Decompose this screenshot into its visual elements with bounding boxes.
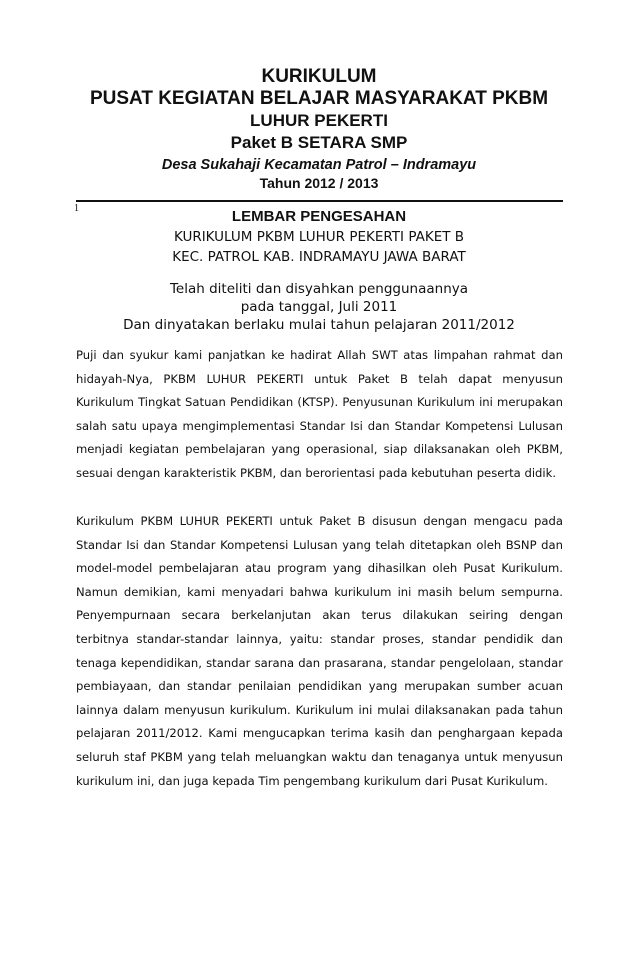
approval-line-2: pada tanggal, Juli 2011 [240, 299, 398, 315]
approval-line-1: Telah diteliti dan disyahkan penggunaannya [169, 281, 469, 297]
approval-sheet-heading [0, 207, 638, 267]
footnote-marker: 1 [74, 203, 79, 214]
document-title: KURIKULUM [261, 66, 377, 87]
location-line: Desa Sukahaji Kecamatan Patrol – Indramayu [161, 157, 477, 173]
approval-sheet-subtitle: KURIKULUM PKBM LUHUR PEKERTI PAKET B [173, 229, 465, 245]
institution-name-cont: LUHUR PEKERTI [250, 111, 388, 130]
institution-name: PUSAT KEGIATAN BELAJAR MASYARAKAT PKBM [89, 88, 549, 109]
paragraph-curriculum: Kurikulum PKBM LUHUR PEKERTI untuk Paket B disusun dengan mengacu pada Standar Isi dan Standar Kompetensi Lulusan yang telah ditetapkan oleh BSNP dan model-model pembelajaran atau program yang dihasilkan oleh Pusat Kurikulum. Namun demikian, kami menyadari bahwa kurikulum ini masih belum sempurna. Penyempurnaan secara berkelanjutan akan terus dilakukan seiring dengan terbitnya standar-standar lainnya, yaitu: standar proses, standar pendidik dan tenaga kependidikan, standar sarana dan prasarana, standar pengelolaan, standar pembiayaan, dan standar penilaian pendidikan yang merupakan sumber acuan lainnya dalam menyusun kurikulum. Kurikulum ini mulai dilaksanakan pada tahun pelajaran 2011/2012. Kami mengucapkan terima kasih dan penghargaan kepada seluruh staf PKBM yang telah meluangkan waktu dan tenaganya untuk menyusun kurikulum ini, dan juga kepada Tim pengembang kurikulum dari Pusat Kurikulum. [76, 514, 563, 788]
approval-statement [0, 280, 638, 334]
program-level: Paket B SETARA SMP [230, 133, 408, 152]
document-header [0, 66, 638, 191]
year-line: Tahun 2012 / 2013 [259, 175, 379, 191]
header-divider [76, 200, 563, 202]
approval-line-3: Dan dinyatakan berlaku mulai tahun pelajaran 2011/2012 [123, 317, 515, 333]
paragraph-intro: Puji dan syukur kami panjatkan ke hadirat Allah SWT atas limpahan rahmat dan hidayah-Nya, PKBM LUHUR PEKERTI untuk Paket B telah dapat menyusun Kurikulum Tingkat Satuan Pendidikan (KTSP). Penyusunan Kurikulum ini merupakan salah satu upaya mengimplementasi Standar Isi dan Standar Kompetensi Lulusan menjadi kegiatan pembelajaran yang operasional, siap dilaksanakan oleh PKBM, sesuai dengan karakteristik PKBM, dan berorientasi pada kebutuhan peserta didik. [76, 348, 563, 480]
approval-sheet-location: KEC. PATROL KAB. INDRAMAYU JAWA BARAT [172, 249, 466, 265]
approval-sheet-title: LEMBAR PENGESAHAN [231, 208, 407, 225]
